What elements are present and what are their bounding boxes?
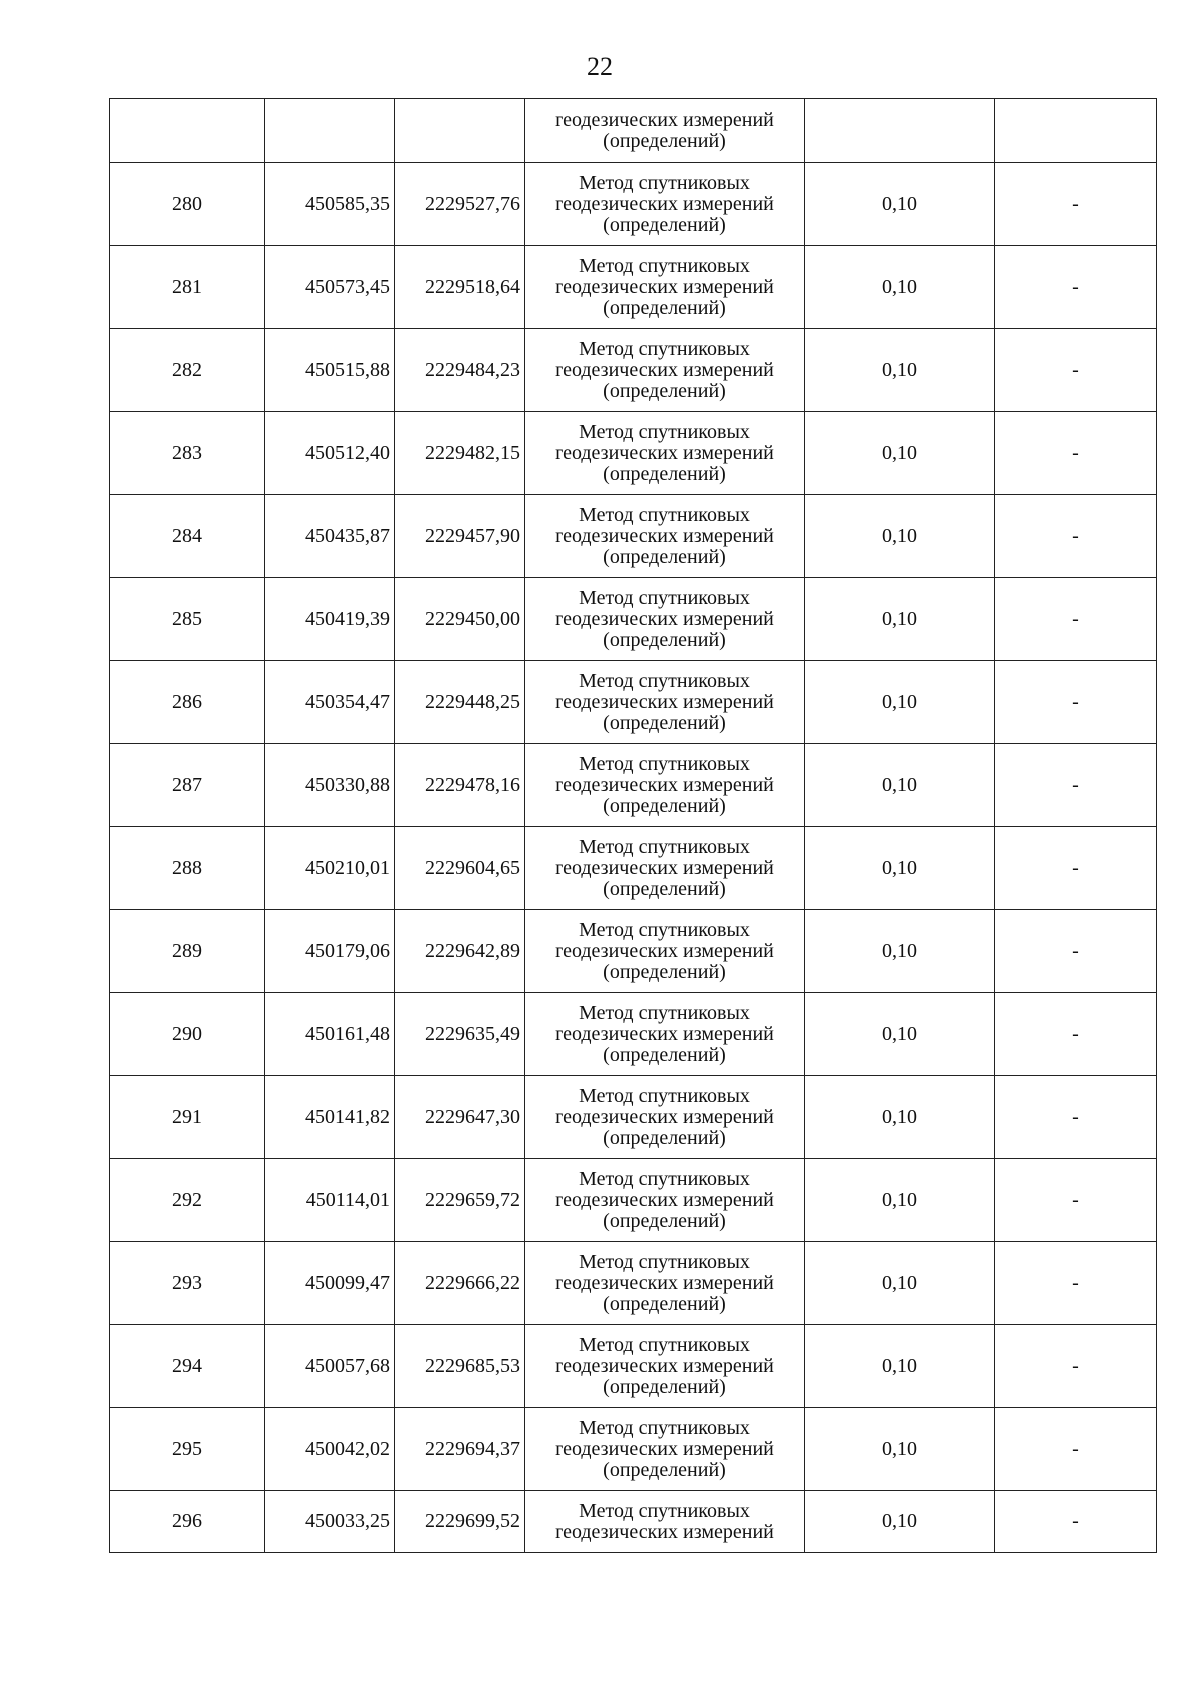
cell-y: 2229448,25 [395,661,525,744]
cell-description: - [995,661,1157,744]
method-line: Метод спутниковых [579,1333,750,1356]
cell-method [525,163,805,246]
table-row [110,993,1157,1076]
cell-description: - [995,1491,1157,1553]
table-row [110,1242,1157,1325]
cell-y: 2229484,23 [395,329,525,412]
cell-method [525,993,805,1076]
cell-y: 2229642,89 [395,910,525,993]
cell-y [395,99,525,163]
cell-method [525,1491,805,1553]
method-line: геодезических измерений [555,1437,774,1460]
cell-point: 280 [110,163,265,246]
table-row [110,661,1157,744]
method-line: Метод спутниковых [579,171,750,194]
cell-method [525,495,805,578]
cell-y: 2229659,72 [395,1159,525,1242]
method-line: геодезических измерений [555,939,774,962]
cell-x: 450354,47 [265,661,395,744]
cell-accuracy: 0,10 [805,329,995,412]
method-line: (определений) [603,960,726,983]
cell-point: 293 [110,1242,265,1325]
cell-description: - [995,1325,1157,1408]
table-row [110,163,1157,246]
method-line: (определений) [603,794,726,817]
method-line: Метод спутниковых [579,420,750,443]
cell-x: 450515,88 [265,329,395,412]
cell-method [525,1408,805,1491]
cell-accuracy: 0,10 [805,495,995,578]
cell-accuracy: 0,10 [805,827,995,910]
table-row [110,1325,1157,1408]
method-line: (определений) [603,1043,726,1066]
table-row [110,412,1157,495]
cell-accuracy: 0,10 [805,246,995,329]
table-row [110,1491,1157,1553]
cell-method [525,661,805,744]
method-line: Метод спутниковых [579,337,750,360]
cell-x: 450585,35 [265,163,395,246]
cell-description: - [995,827,1157,910]
method-line: (определений) [603,711,726,734]
cell-description: - [995,246,1157,329]
method-line: Метод спутниковых [579,1250,750,1273]
method-line: Метод спутниковых [579,835,750,858]
method-line: (определений) [603,1292,726,1315]
cell-point: 283 [110,412,265,495]
table-row [110,329,1157,412]
cell-description: - [995,1159,1157,1242]
table-row [110,246,1157,329]
method-line: геодезических измерений [555,275,774,298]
cell-description [995,99,1157,163]
cell-x [265,99,395,163]
cell-y: 2229604,65 [395,827,525,910]
method-line: геодезических измерений [555,1105,774,1128]
table-row [110,495,1157,578]
cell-accuracy: 0,10 [805,661,995,744]
cell-method [525,412,805,495]
cell-description: - [995,1242,1157,1325]
cell-y: 2229647,30 [395,1076,525,1159]
cell-accuracy: 0,10 [805,1076,995,1159]
method-line: (определений) [603,1458,726,1481]
method-line: геодезических измерений [555,108,774,131]
cell-point: 286 [110,661,265,744]
cell-accuracy [805,99,995,163]
page-number: 22 [587,52,613,81]
cell-y: 2229518,64 [395,246,525,329]
cell-accuracy: 0,10 [805,744,995,827]
cell-description: - [995,412,1157,495]
cell-description: - [995,744,1157,827]
cell-point: 296 [110,1491,265,1553]
method-line: Метод спутниковых [579,1084,750,1107]
cell-y: 2229666,22 [395,1242,525,1325]
cell-x: 450114,01 [265,1159,395,1242]
method-line: (определений) [603,628,726,651]
cell-x: 450512,40 [265,412,395,495]
cell-y: 2229694,37 [395,1408,525,1491]
cell-description: - [995,1076,1157,1159]
cell-point: 291 [110,1076,265,1159]
table-row [110,1408,1157,1491]
method-line: геодезических измерений [555,192,774,215]
method-line: геодезических измерений [555,607,774,630]
method-line: геодезических измерений [555,1022,774,1045]
table-row [110,910,1157,993]
method-line: (определений) [603,877,726,900]
cell-point: 292 [110,1159,265,1242]
cell-x: 450573,45 [265,246,395,329]
method-line: (определений) [603,213,726,236]
cell-y: 2229482,15 [395,412,525,495]
cell-description: - [995,993,1157,1076]
table-row [110,1076,1157,1159]
cell-x: 450141,82 [265,1076,395,1159]
method-line: геодезических измерений [555,1520,774,1543]
method-line: Метод спутниковых [579,669,750,692]
method-line: геодезических измерений [555,856,774,879]
method-line: геодезических измерений [555,1354,774,1377]
cell-description: - [995,578,1157,661]
method-line: (определений) [603,1375,726,1398]
cell-point: 281 [110,246,265,329]
cell-method [525,1242,805,1325]
method-line: (определений) [603,296,726,319]
cell-method [525,910,805,993]
method-line: Метод спутниковых [579,752,750,775]
cell-point: 290 [110,993,265,1076]
cell-point: 285 [110,578,265,661]
cell-description: - [995,910,1157,993]
cell-x: 450099,47 [265,1242,395,1325]
cell-method [525,246,805,329]
coordinates-table [109,98,1157,1553]
cell-y: 2229457,90 [395,495,525,578]
method-line: (определений) [603,462,726,485]
cell-point [110,99,265,163]
cell-accuracy: 0,10 [805,1159,995,1242]
cell-y: 2229450,00 [395,578,525,661]
cell-x: 450435,87 [265,495,395,578]
method-line: (определений) [603,1126,726,1149]
cell-x: 450042,02 [265,1408,395,1491]
cell-description: - [995,163,1157,246]
cell-accuracy: 0,10 [805,1325,995,1408]
method-line: Метод спутниковых [579,503,750,526]
cell-description: - [995,329,1157,412]
method-line: Метод спутниковых [579,918,750,941]
method-line: геодезических измерений [555,524,774,547]
cell-point: 288 [110,827,265,910]
cell-accuracy: 0,10 [805,1408,995,1491]
method-line: Метод спутниковых [579,1416,750,1439]
cell-point: 295 [110,1408,265,1491]
cell-accuracy: 0,10 [805,412,995,495]
cell-method [525,1325,805,1408]
cell-x: 450330,88 [265,744,395,827]
cell-x: 450419,39 [265,578,395,661]
cell-description: - [995,1408,1157,1491]
cell-y: 2229635,49 [395,993,525,1076]
cell-accuracy: 0,10 [805,910,995,993]
table-row [110,827,1157,910]
cell-point: 282 [110,329,265,412]
method-line: геодезических измерений [555,441,774,464]
cell-accuracy: 0,10 [805,578,995,661]
method-line: Метод спутниковых [579,1499,750,1522]
cell-y: 2229478,16 [395,744,525,827]
method-line: (определений) [603,379,726,402]
cell-point: 284 [110,495,265,578]
cell-accuracy: 0,10 [805,163,995,246]
method-line: (определений) [603,1209,726,1232]
method-line: Метод спутниковых [579,1001,750,1024]
cell-method [525,99,805,163]
cell-x: 450033,25 [265,1491,395,1553]
table-row [110,1159,1157,1242]
cell-x: 450161,48 [265,993,395,1076]
cell-method [525,744,805,827]
cell-x: 450057,68 [265,1325,395,1408]
cell-y: 2229685,53 [395,1325,525,1408]
method-line: геодезических измерений [555,690,774,713]
continuation-row [110,99,1157,163]
cell-point: 287 [110,744,265,827]
cell-point: 289 [110,910,265,993]
method-line: Метод спутниковых [579,254,750,277]
cell-y: 2229527,76 [395,163,525,246]
method-line: геодезических измерений [555,1188,774,1211]
cell-point: 294 [110,1325,265,1408]
cell-accuracy: 0,10 [805,1242,995,1325]
cell-accuracy: 0,10 [805,993,995,1076]
coordinates-table-body [110,99,1157,1553]
cell-method [525,827,805,910]
cell-description: - [995,495,1157,578]
cell-y: 2229699,52 [395,1491,525,1553]
method-line: геодезических измерений [555,358,774,381]
cell-method [525,329,805,412]
cell-accuracy: 0,10 [805,1491,995,1553]
method-line: (определений) [603,129,726,152]
cell-x: 450210,01 [265,827,395,910]
table-row [110,578,1157,661]
cell-x: 450179,06 [265,910,395,993]
method-line: Метод спутниковых [579,1167,750,1190]
cell-method [525,1159,805,1242]
cell-method [525,578,805,661]
cell-method [525,1076,805,1159]
table-row [110,744,1157,827]
method-line: (определений) [603,545,726,568]
method-line: Метод спутниковых [579,586,750,609]
method-line: геодезических измерений [555,1271,774,1294]
method-line: геодезических измерений [555,773,774,796]
